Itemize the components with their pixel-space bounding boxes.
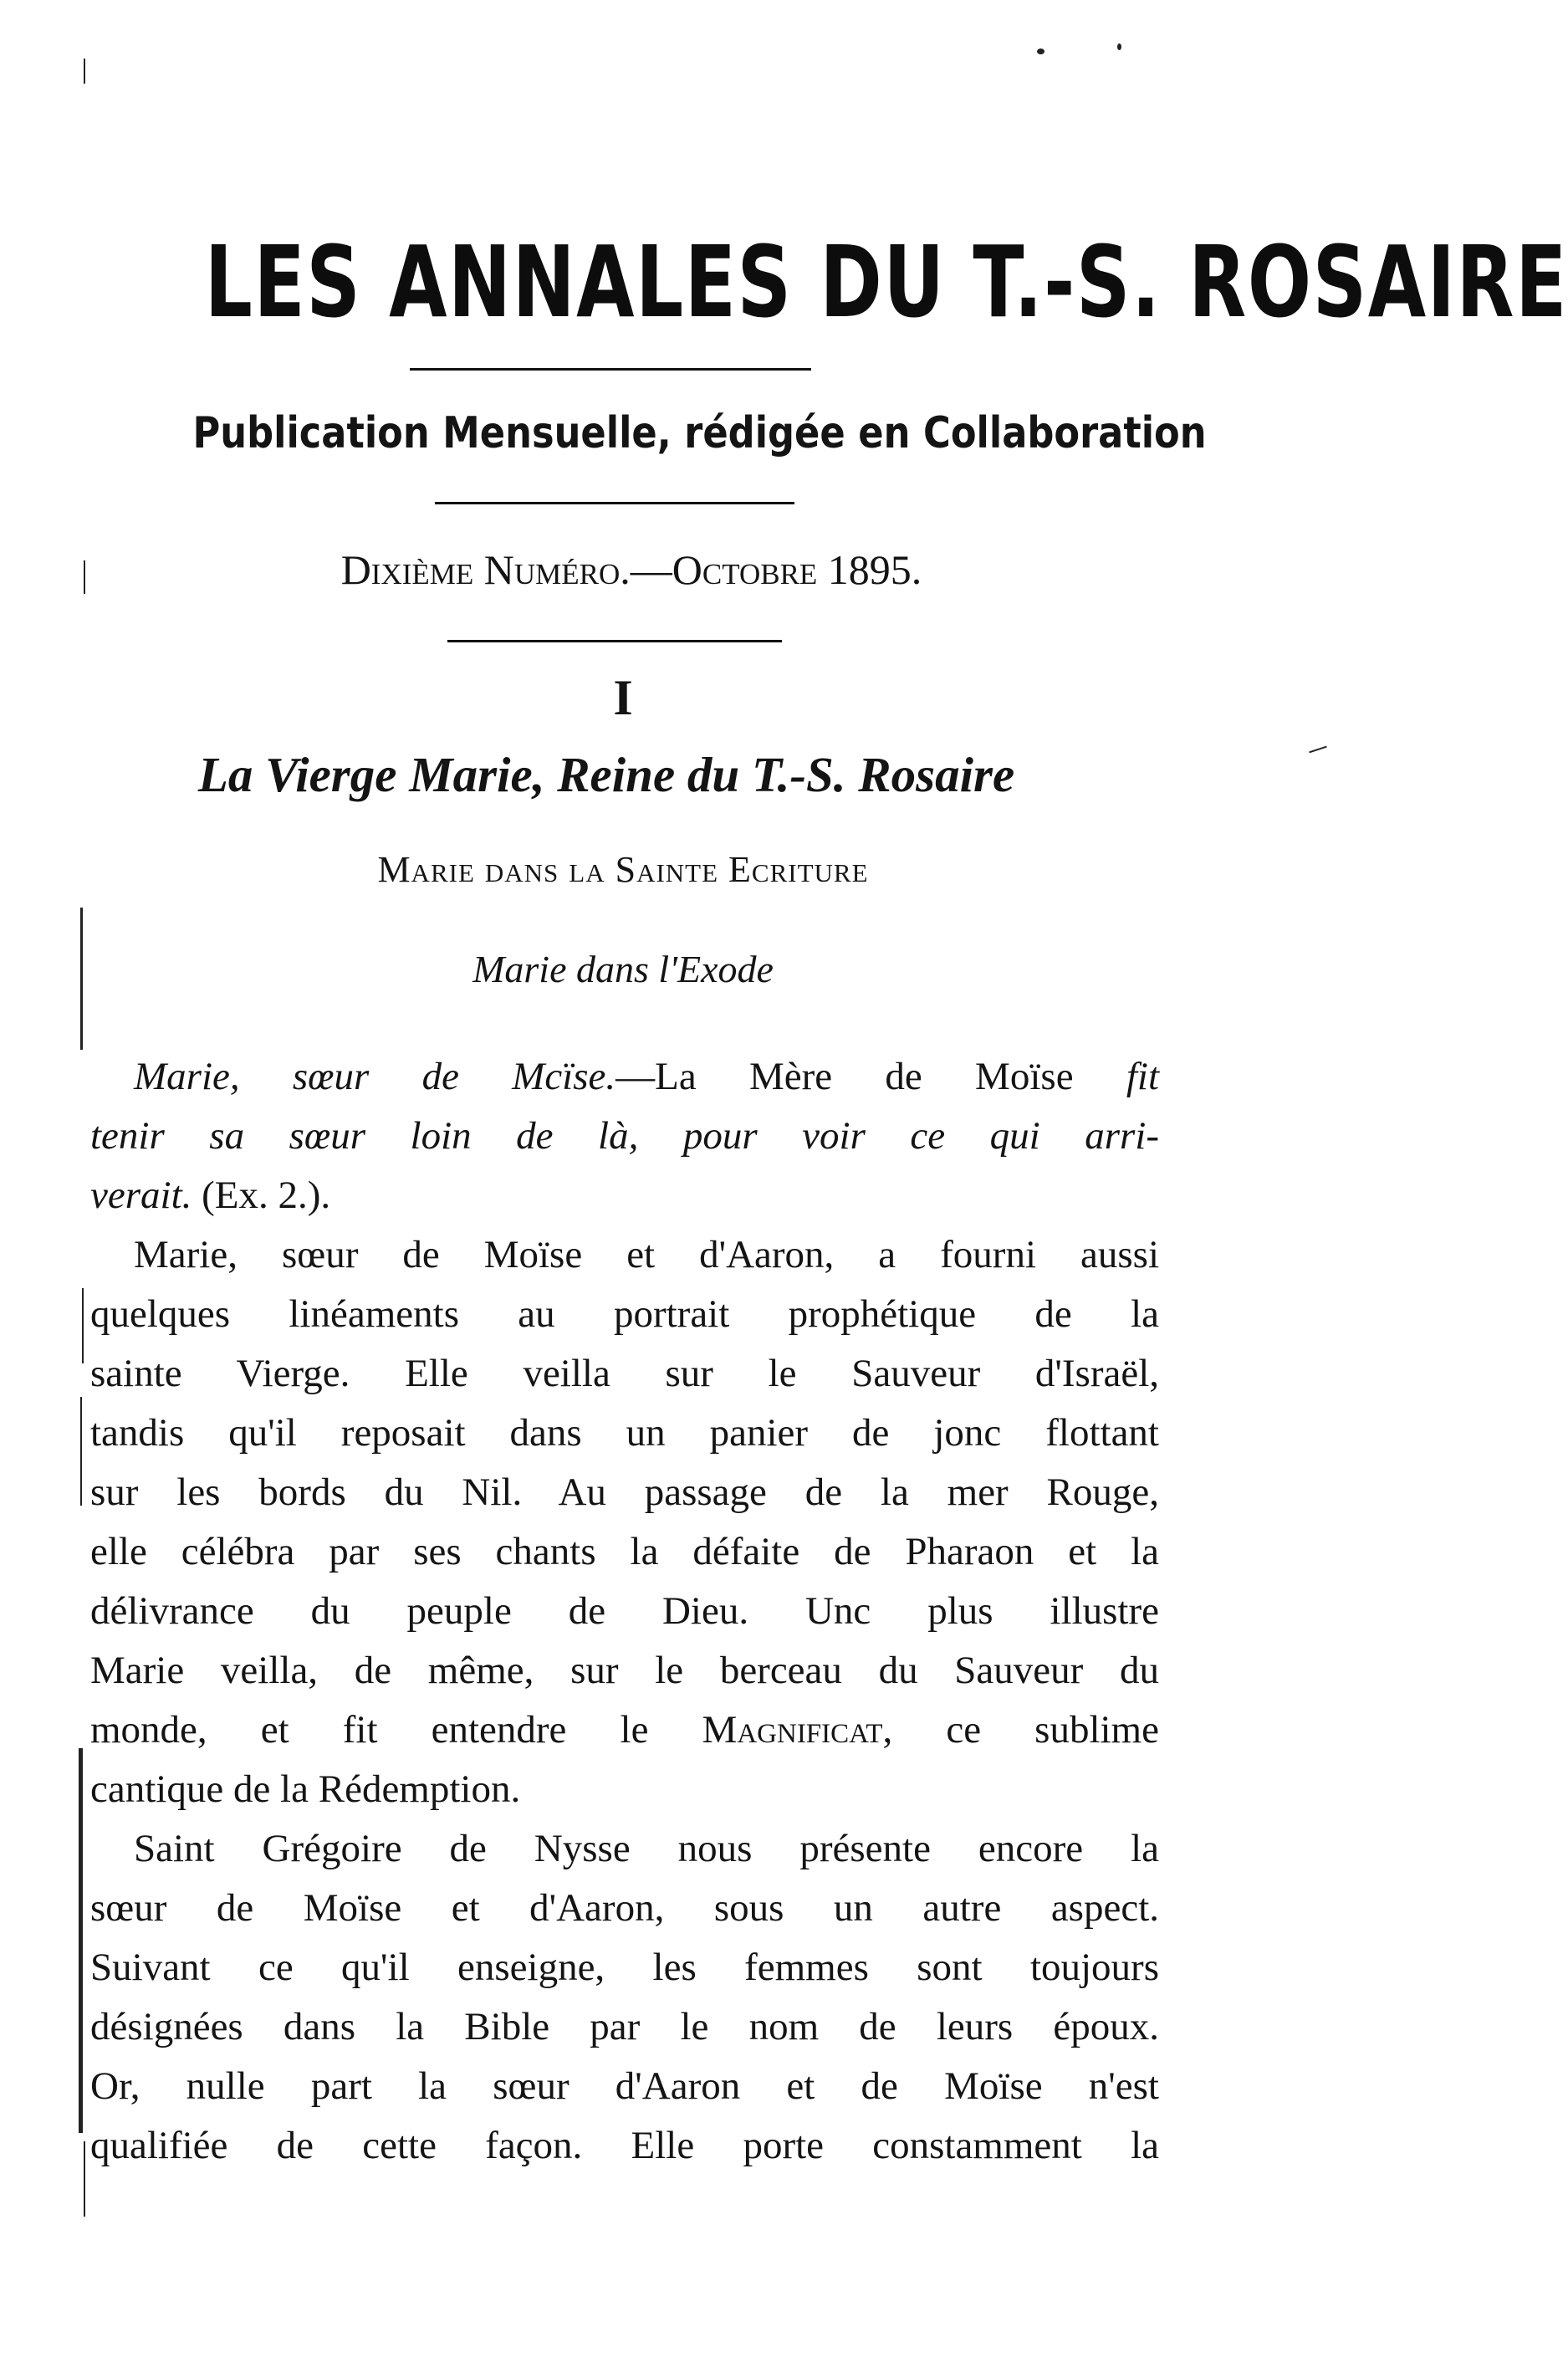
paragraph-2-line-9 bbox=[90, 1701, 1159, 1760]
paragraph-2-line-6: elle célébra par ses chants la défaite de Pharaon et la bbox=[90, 1530, 1159, 1573]
paragraph-3-line-6: qualifiée de cette façon. Elle porte constamment la bbox=[90, 2124, 1159, 2167]
article-number: I bbox=[613, 670, 633, 725]
paragraph-2-line-3: sainte Vierge. Elle veilla sur le Sauveur d'Israël, bbox=[90, 1352, 1159, 1395]
issue-label: Dixième Numéro.—Octobre 1895. bbox=[340, 546, 922, 593]
paragraph-2-line-2: quelques linéaments au portrait prophétique de la bbox=[90, 1292, 1159, 1336]
paragraph-1-line-1 bbox=[90, 1047, 1159, 1107]
paragraph-2-line-9-before: monde, et fit entendre le bbox=[90, 1708, 649, 1752]
paragraph-3-line-3: Suivant ce qu'il enseigne, les femmes sont toujours bbox=[90, 1946, 1159, 1989]
rule-under-subtitle bbox=[435, 502, 794, 504]
section-title: Marie dans la Sainte Ecriture bbox=[377, 849, 869, 890]
paragraph-2-line-4: tandis qu'il reposait dans un panier de jonc flottant bbox=[90, 1411, 1159, 1455]
paragraph-1 bbox=[90, 1047, 1159, 1225]
paragraph-2-line-8: Marie veilla, de même, sur le berceau du Sauveur du bbox=[90, 1649, 1159, 1692]
paragraph-1-quote-start: fit bbox=[1126, 1055, 1160, 1098]
margin-mark-5 bbox=[84, 2141, 85, 2217]
paragraph-2-line-9-after: , ce sublime bbox=[882, 1708, 1159, 1752]
paragraph-1-lead-italic: Marie, sœur de Mcïse. bbox=[134, 1055, 616, 1098]
publication-subtitle: Publication Mensuelle, rédigée en Collaboration bbox=[192, 408, 1207, 458]
paragraph-2-line-10: cantique de la Rédemption. bbox=[90, 1767, 521, 1811]
paragraph-1-line-3-rest: (Ex. 2.). bbox=[202, 1174, 331, 1217]
paragraph-2-line-7: délivrance du peuple de Dieu. Unc plus illustre bbox=[90, 1589, 1159, 1633]
paragraph-3 bbox=[90, 1819, 1159, 2176]
paragraph-3-line-4: désignées dans la Bible par le nom de leurs époux. bbox=[90, 2005, 1159, 2048]
paragraph-2-line-1: Marie, sœur de Moïse et d'Aaron, a fourni aussi bbox=[134, 1233, 1159, 1276]
margin-mark-1 bbox=[80, 908, 83, 1050]
margin-mark-4 bbox=[79, 1748, 83, 2133]
paragraph-3-line-2: sœur de Moïse et d'Aaron, sous un autre aspect. bbox=[90, 1886, 1159, 1930]
margin-mark-3 bbox=[80, 1397, 82, 1506]
magnificat-text: Magnificat bbox=[702, 1708, 883, 1752]
speck-2 bbox=[1117, 43, 1121, 50]
paragraph-3-line-1: Saint Grégoire de Nysse nous présente encore la bbox=[134, 1827, 1159, 1870]
paragraph-1-line-3-italic: verait. bbox=[90, 1174, 192, 1217]
paragraph-1-line-3 bbox=[90, 1166, 1159, 1225]
margin-mark-6 bbox=[84, 59, 85, 84]
margin-mark-7 bbox=[84, 560, 85, 594]
article-title: La Vierge Marie, Reine du T.-S. Rosaire bbox=[197, 747, 1015, 802]
speck-1 bbox=[1037, 49, 1044, 54]
rule-under-issue bbox=[447, 640, 782, 642]
masthead-title: LES ANNALES DU T.-S. ROSAIRE bbox=[204, 224, 1568, 340]
paragraph-3-line-5: Or, nulle part la sœur d'Aaron et de Moïse n'est bbox=[90, 2064, 1159, 2108]
paragraph-2 bbox=[90, 1225, 1159, 1819]
margin-mark-8 bbox=[1309, 746, 1327, 754]
rule-under-masthead bbox=[410, 368, 811, 371]
paragraph-1-line-2: tenir sa sœur loin de là, pour voir ce qui arri- bbox=[90, 1114, 1159, 1158]
paragraph-2-line-5: sur les bords du Nil. Au passage de la mer Rouge, bbox=[90, 1470, 1159, 1514]
issue-line bbox=[201, 545, 1062, 594]
paragraph-1-lead-rest: —La Mère de Moïse bbox=[615, 1055, 1074, 1098]
subsection-title: Marie dans l'Exode bbox=[472, 948, 774, 990]
margin-mark-2 bbox=[82, 1288, 84, 1363]
